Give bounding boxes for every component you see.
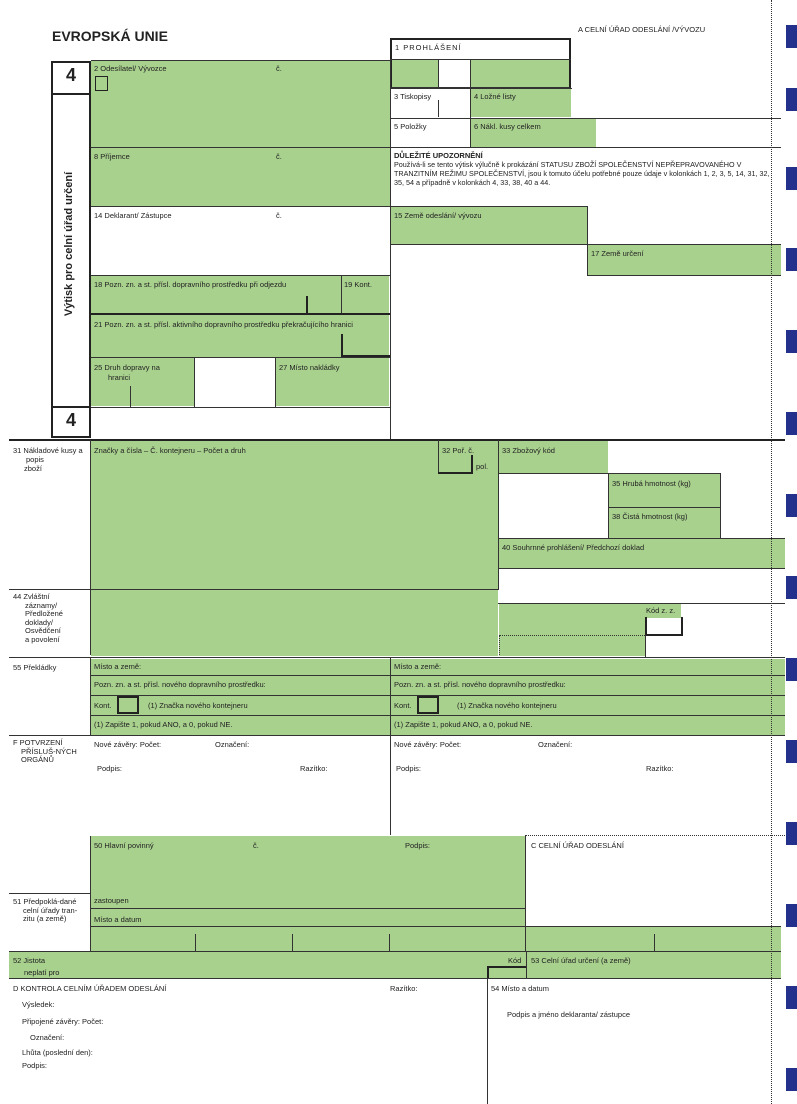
box-50-fill[interactable] — [91, 836, 525, 926]
box-2-checkbox[interactable] — [95, 76, 108, 91]
box-55-label: 55 Překládky — [13, 663, 57, 672]
kod-zz-box[interactable] — [645, 617, 683, 636]
box-f-line: F POTVRZENÍ — [13, 738, 63, 747]
rule — [90, 657, 91, 736]
box-8-label: 8 Příjemce — [94, 152, 130, 161]
box-f-line: ORGÁNŮ — [21, 755, 54, 765]
rule — [90, 715, 785, 716]
rule — [608, 507, 720, 508]
margin-mark — [786, 494, 797, 517]
rule-bold — [341, 313, 390, 315]
box-55-transport-right: Pozn. zn. a st. přísl. nového dopravního prostředku: — [394, 680, 566, 689]
box-14-no: č. — [276, 211, 282, 220]
stamp-d: Razítko: — [390, 984, 418, 993]
rule — [9, 951, 781, 952]
margin-mark — [786, 88, 797, 111]
rule — [487, 978, 488, 1104]
important-text: Používá-li se tento výtisk výlučně k prokázání STATUSU ZBOŽÍ SPOLEČENSTVÍ NEPŘEPRAVOVANÉHO V TRANZITNÍM REŽIMU SPOLEČENSTVÍ, jsou k tomuto účelu potřebné pouze údaje v kolonkách 1, 2, 3, 5, 14, 31, 32, 35, 54 a případně v kolonkách 4, 33, 38, 40 a 44. — [394, 160, 770, 187]
rule-bold — [9, 439, 785, 441]
identification-label: Označení: — [30, 1033, 65, 1042]
rule-bold — [438, 472, 473, 474]
box-50-label: 50 Hlavní povinný — [94, 841, 154, 850]
margin-mark — [786, 740, 797, 763]
box-d-label: D KONTROLA CELNÍM ÚŘADEM ODESLÁNÍ — [13, 984, 167, 993]
box-8-fill[interactable] — [91, 148, 390, 206]
rule — [587, 206, 588, 275]
box-40-label: 40 Souhrnné prohlášení/ Předchozí doklad — [502, 543, 645, 552]
rule — [91, 147, 781, 148]
box-f-label — [13, 739, 77, 765]
margin-mark — [786, 904, 797, 927]
rule-bold — [91, 313, 341, 315]
rule — [498, 603, 785, 604]
box-51-line: celní úřady tran- — [23, 905, 78, 915]
box-51-line: 51 Předpoklá-dané — [13, 897, 77, 906]
box-44-fill[interactable] — [91, 590, 498, 656]
seal-ident-right: Označení: — [538, 740, 573, 749]
rule — [390, 657, 391, 835]
rule — [9, 657, 785, 658]
margin-mark — [786, 822, 797, 845]
box-52-label: 52 Jistota — [13, 956, 46, 965]
rule — [645, 635, 646, 657]
rule — [9, 589, 499, 590]
box-6-label: 6 Nákl. kusy celkem — [474, 122, 541, 131]
dotted-rule — [499, 635, 645, 636]
box-2-fill[interactable] — [91, 61, 390, 147]
container-checkbox-left[interactable] — [117, 696, 139, 714]
box-17-label: 17 Země určení — [591, 249, 644, 258]
rule — [341, 275, 342, 315]
rule — [498, 538, 785, 539]
seal-ident-left: Označení: — [215, 740, 250, 749]
box-32-label: 32 Poř. č. — [442, 446, 475, 455]
box-52-fill[interactable] — [9, 952, 781, 978]
rule — [390, 118, 781, 119]
box-1-div — [390, 59, 571, 60]
margin-mark — [786, 412, 797, 435]
rule — [389, 934, 390, 952]
box-31-label: 31 Nákladové kusy a — [13, 446, 83, 455]
rule — [90, 926, 781, 927]
box-3-label: 3 Tiskopisy — [394, 92, 432, 101]
copy-number-top: 4 — [65, 65, 76, 85]
box-31-label-2: popis — [26, 455, 44, 464]
rule — [194, 357, 195, 408]
marks-label: Značky a čísla – Č. kontejneru – Počet a druh — [94, 446, 246, 455]
stamp-left: Razítko: — [300, 764, 328, 773]
margin-mark — [786, 25, 797, 48]
copy-label: Výtisk pro celní úřad určení — [63, 171, 75, 317]
box-21-label: 21 Pozn. zn. a st. přísl. aktivního dopravního prostředku překračujícího hranici — [94, 320, 353, 329]
represented-by: zastoupen — [94, 896, 129, 905]
margin-mark — [786, 1068, 797, 1091]
rule-bold — [471, 455, 473, 474]
rule — [9, 978, 781, 979]
box-55-place-left: Místo a země: — [94, 662, 142, 671]
box-44-line: doklady/ — [25, 617, 53, 627]
rule — [390, 60, 391, 440]
box-27-label: 27 Místo nakládky — [279, 363, 340, 372]
rule — [390, 244, 781, 245]
new-seals-right: Nové závěry: Počet: — [394, 740, 462, 749]
box-31-fill[interactable] — [91, 441, 498, 589]
rule — [498, 473, 720, 474]
kod-label: Kód — [508, 956, 522, 965]
office-a-label: A CELNÍ ÚŘAD ODESLÁNÍ /VÝVOZU — [578, 25, 706, 34]
box-25-label-2: hranici — [108, 373, 131, 382]
place-date: Místo a datum — [94, 915, 142, 924]
rule — [526, 951, 527, 979]
box-44-label — [13, 593, 63, 645]
signature-right: Podpis: — [396, 764, 422, 773]
box-55-container-left: (1) Značka nového kontejneru — [148, 701, 248, 710]
rule — [90, 836, 91, 952]
box-54-label: 54 Místo a datum — [491, 984, 549, 993]
box-55-note-right: (1) Zapište 1, pokud ANO, a 0, pokud NE. — [394, 720, 533, 729]
box-15-label: 15 Země odeslání/ vývozu — [394, 211, 482, 220]
important-title: DŮLEŽITÉ UPOZORNĚNÍ — [394, 151, 483, 160]
box-52-label-2: neplatí pro — [24, 968, 60, 977]
rule — [587, 275, 781, 276]
rule — [608, 473, 609, 539]
rule — [525, 836, 526, 952]
rule — [90, 908, 525, 909]
box-55-kont-right: Kont. — [394, 701, 412, 710]
attached-seals-label: Připojené závěry: Počet: — [22, 1017, 104, 1026]
box-55-transport-left: Pozn. zn. a st. přísl. nového dopravního prostředku: — [94, 680, 266, 689]
rule — [390, 206, 587, 207]
box-44-fill-b[interactable] — [499, 604, 645, 656]
margin-mark — [786, 986, 797, 1009]
margin-mark — [786, 576, 797, 599]
box-2-label: 2 Odesílatel/ Vývozce — [94, 64, 167, 73]
box-31-label-3: zboží — [24, 464, 42, 473]
rule — [195, 934, 196, 952]
box-5-label: 5 Položky — [394, 122, 427, 131]
rule — [90, 675, 785, 676]
dotted-rule — [499, 635, 500, 655]
rule — [9, 735, 785, 736]
margin-mark — [786, 658, 797, 681]
box-18-label: 18 Pozn. zn. a st. přísl. dopravního prostředku při odjezdu — [94, 280, 287, 289]
perforation-line-c — [525, 835, 785, 836]
rule — [9, 893, 91, 894]
box-35-label: 35 Hrubá hmotnost (kg) — [612, 479, 691, 488]
box-32-label-2: pol. — [476, 462, 489, 471]
rule — [91, 60, 390, 61]
rule — [390, 88, 572, 89]
box-19-label: 19 Kont. — [344, 280, 372, 289]
rule — [275, 357, 276, 408]
margin-mark — [786, 167, 797, 190]
rule — [498, 568, 785, 569]
declarant-signature-label: Podpis a jméno deklaranta/ zástupce — [507, 1010, 630, 1019]
box-1-label: 1 PROHLÁŠENÍ — [395, 43, 462, 52]
signature-d-label: Podpis: — [22, 1061, 48, 1070]
box-53-label: 53 Celní úřad určení (a země) — [531, 956, 631, 965]
margin-mark — [786, 330, 797, 353]
rule — [720, 473, 721, 539]
box-2-no: č. — [276, 64, 282, 73]
form-title: EVROPSKÁ UNIE — [52, 28, 168, 44]
rule — [292, 934, 293, 952]
deadline-label: Lhůta (poslední den): — [22, 1048, 93, 1057]
rule-bold — [487, 966, 527, 968]
box-25-label: 25 Druh dopravy na — [94, 363, 160, 372]
rule — [90, 440, 91, 655]
rule — [91, 206, 390, 207]
copy-band-sep — [51, 406, 91, 408]
box-1-div — [470, 60, 471, 88]
rule — [91, 357, 390, 358]
box-55-note-left: (1) Zapište 1, pokud ANO, a 0, pokud NE. — [94, 720, 233, 729]
copy-number-bottom: 4 — [65, 410, 76, 430]
result-label: Výsledek: — [22, 1000, 55, 1009]
box-44-line: Předložené — [25, 609, 63, 619]
box-51-label — [13, 898, 77, 924]
rule — [654, 934, 655, 952]
box-f-line: PŘÍSLUŠ-NÝCH — [21, 746, 77, 756]
rule-bold — [306, 296, 308, 315]
box-44-line: záznamy/ — [25, 600, 58, 610]
rule — [91, 275, 390, 276]
box-44-line: Osvědčení — [25, 626, 61, 636]
margin-mark — [786, 248, 797, 271]
box-44-line: a povolení — [25, 634, 60, 644]
box-38-label: 38 Čistá hmotnost (kg) — [612, 512, 688, 521]
box-55-kont-left: Kont. — [94, 701, 112, 710]
copy-band-sep — [51, 93, 91, 95]
box-33-label: 33 Zbožový kód — [502, 446, 555, 455]
rule — [438, 440, 439, 474]
box-1-div — [438, 60, 439, 88]
rule — [91, 407, 390, 408]
new-seals-left: Nové závěry: Počet: — [94, 740, 162, 749]
signature-left: Podpis: — [97, 764, 123, 773]
kod-zz-label: Kód z. z. — [646, 606, 676, 615]
box-14-label: 14 Deklarant/ Zástupce — [94, 211, 172, 220]
rule — [130, 386, 131, 407]
box-50-no: č. — [253, 841, 259, 850]
box-51-line: zitu (a země) — [23, 914, 67, 924]
box-c-label: C CELNÍ ÚŘAD ODESLÁNÍ — [531, 841, 624, 850]
rule-bold — [341, 334, 343, 357]
box-8-no: č. — [276, 152, 282, 161]
container-checkbox-right[interactable] — [417, 696, 439, 714]
box-55-place-right: Místo a země: — [394, 662, 442, 671]
box-44-line: 44 Zvláštní — [13, 592, 50, 601]
rule — [438, 100, 439, 117]
stamp-right: Razítko: — [646, 764, 674, 773]
box-55-container-right: (1) Značka nového kontejneru — [457, 701, 557, 710]
box-50-signature: Podpis: — [405, 841, 431, 850]
box-4-label: 4 Ložné listy — [474, 92, 516, 101]
